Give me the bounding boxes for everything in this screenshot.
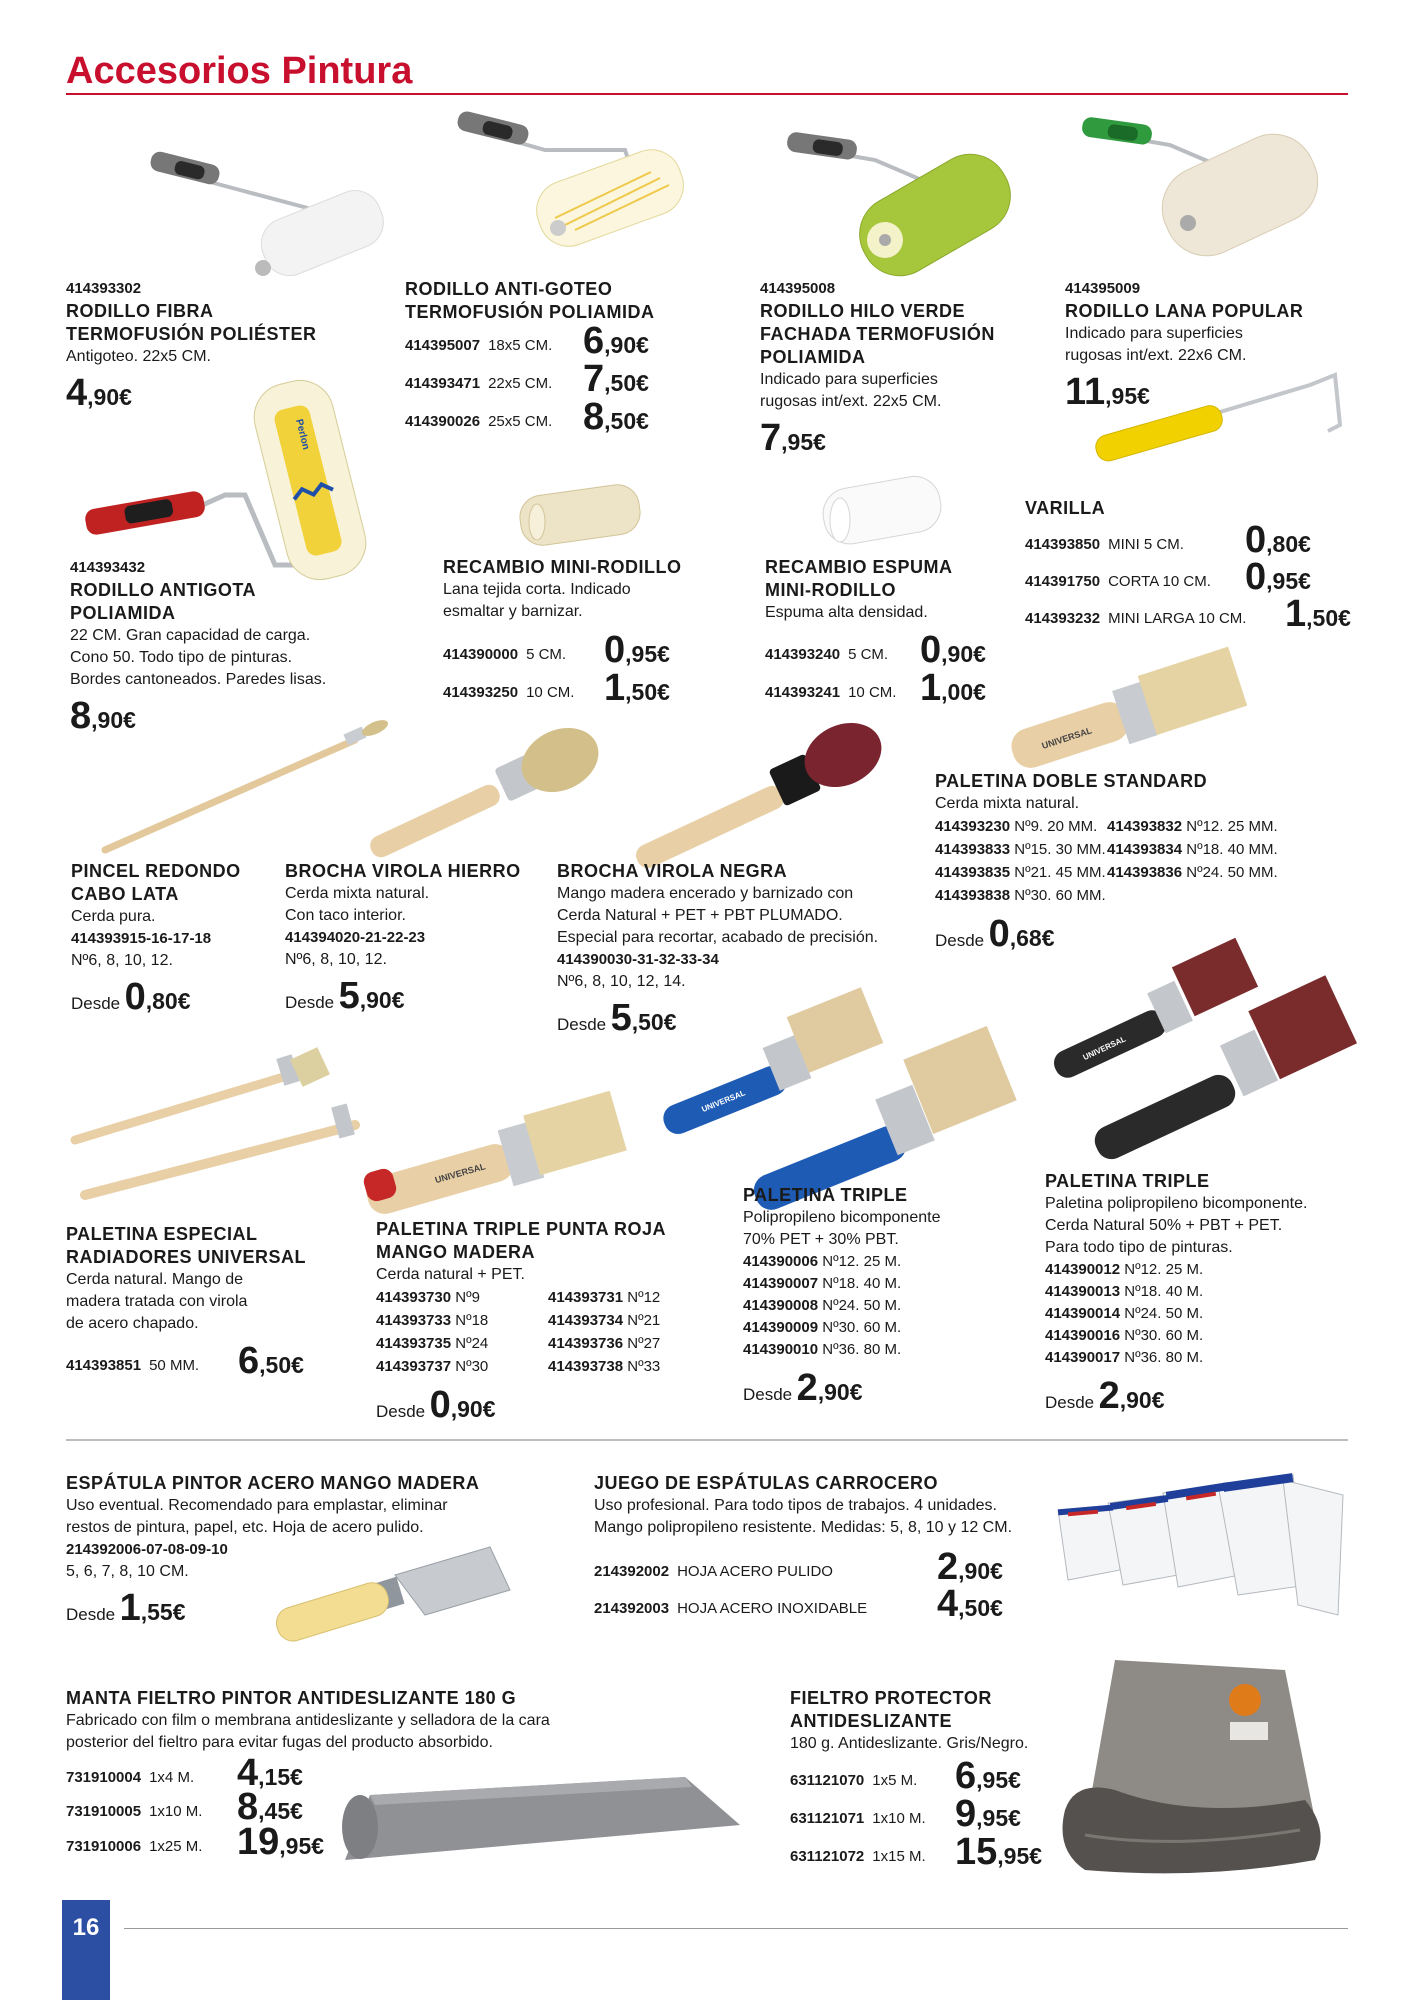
roller-label: Perlon — [293, 418, 312, 451]
product-name: MANGO MADERA — [376, 1242, 535, 1262]
product-name: MINI-RODILLO — [765, 580, 896, 600]
variant-cell: 414393836 Nº24. 50 MM. — [1107, 864, 1278, 881]
variant-cell: 414393737 Nº30 — [376, 1358, 489, 1375]
product-sizes: 5, 6, 7, 8, 10 CM. — [66, 1563, 189, 1580]
product-description: Mango polipropileno resistente. Medidas: 5, 8, 10 y 12 CM. — [594, 1519, 1013, 1536]
product-description: Cono 50. Todo tipo de pinturas. — [70, 649, 293, 666]
product-name: RECAMBIO MINI-RODILLO — [443, 557, 682, 577]
desde-label: Desde — [743, 1385, 793, 1404]
variant-grid — [376, 1286, 666, 1378]
variant-row: 414390007 Nº18. 40 M. — [743, 1275, 902, 1292]
product-code: 414393915-16-17-18 — [71, 930, 212, 947]
product-code: 214392006-07-08-09-10 — [66, 1541, 228, 1558]
variant-cell: 414393733 Nº18 — [376, 1312, 489, 1329]
product-description: Cerda mixta natural. — [285, 885, 430, 902]
desde-label: Desde — [557, 1015, 607, 1034]
variant-row: 414390006 Nº12. 25 M. — [743, 1253, 902, 1270]
product-name: PALETINA TRIPLE PUNTA ROJA — [376, 1219, 667, 1239]
desde-label: Desde — [71, 994, 121, 1013]
variant-price: 9,95€ — [955, 1793, 1021, 1835]
variant-price: 1,00€ — [920, 667, 986, 709]
product-description: 22 CM. Gran capacidad de carga. — [70, 627, 311, 644]
product-sizes: Nº6, 8, 10, 12. — [285, 951, 387, 968]
mini-roller-espuma-image — [818, 470, 948, 550]
variant-row: 414390013 Nº18. 40 M. — [1045, 1283, 1204, 1300]
product-price: 2,90€ — [1098, 1375, 1165, 1417]
desde-label: Desde — [376, 1402, 426, 1421]
variant-cell: 414393736 Nº27 — [548, 1335, 661, 1352]
variant-row: 414391750 CORTA 10 CM. — [1025, 573, 1211, 590]
price-block — [1045, 1377, 1307, 1415]
fieltro-protector-image — [1055, 1660, 1335, 1880]
variant-row: 631121071 1x10 M. — [790, 1810, 926, 1827]
product-rodillo-anti-goteo — [405, 278, 655, 324]
brush-label: UNIVERSAL — [700, 1088, 747, 1115]
product-description: Antigoteo. 22x5 CM. — [66, 348, 211, 365]
product-price: 11,95€ — [1065, 371, 1150, 413]
product-brocha-virola-hierro — [285, 860, 521, 1015]
product-name: MANTA FIELTRO PINTOR ANTIDESLIZANTE 180 G — [66, 1688, 517, 1708]
desde-label: Desde — [935, 931, 985, 950]
product-description: Uso eventual. Recomendado para emplastar, eliminar — [66, 1497, 448, 1514]
product-name: RODILLO ANTI-GOTEO — [405, 279, 613, 299]
product-name: FIELTRO PROTECTOR — [790, 1688, 992, 1708]
product-paletina-triple-azul — [743, 1184, 940, 1407]
product-code: 414394020-21-22-23 — [285, 929, 426, 946]
variant-price: 2,90€ — [937, 1546, 1003, 1588]
variant-price: 15,95€ — [955, 1831, 1043, 1873]
variant-cell: 414393731 Nº12 — [548, 1289, 661, 1306]
variant-cell: 414393838 Nº30. 60 MM. — [935, 887, 1106, 904]
product-name: POLIAMIDA — [760, 347, 866, 367]
variant-row: 414393471 22x5 CM. — [405, 375, 553, 392]
product-description: de acero chapado. — [66, 1315, 199, 1332]
variant-price: 0,95€ — [604, 629, 670, 671]
product-name: VARILLA — [1025, 498, 1106, 518]
variant-price: 1,50€ — [604, 667, 670, 709]
product-description: 180 g. Antideslizante. Gris/Negro. — [790, 1735, 1029, 1752]
product-description: rugosas int/ext. 22x5 CM. — [760, 393, 942, 410]
product-description: Especial para recortar, acabado de precisión. — [557, 929, 879, 946]
variant-row: 414390009 Nº30. 60 M. — [743, 1319, 902, 1336]
section-divider — [66, 1439, 1348, 1441]
variant-grid — [935, 815, 1278, 907]
variant-row: 414390016 Nº30. 60 M. — [1045, 1327, 1204, 1344]
variant-row: 414390014 Nº24. 50 M. — [1045, 1305, 1204, 1322]
product-description: Cerda Natural + PET + PBT PLUMADO. — [557, 907, 843, 924]
product-recambio-espuma — [765, 556, 953, 624]
product-description: Polipropileno bicomponente — [743, 1209, 941, 1226]
variant-row: 214392003 HOJA ACERO INOXIDABLE — [594, 1600, 868, 1617]
variant-price: 1,50€ — [1285, 593, 1351, 635]
product-code: 414395009 — [1065, 280, 1141, 297]
brocha-virola-hierro-image — [360, 725, 600, 855]
product-description: Fabricado con film o membrana antideslizante y selladora de la cara — [66, 1712, 550, 1729]
price-block — [376, 1386, 666, 1424]
variant-row: 414393232 MINI LARGA 10 CM. — [1025, 610, 1247, 627]
variant-row: 414390017 Nº36. 80 M. — [1045, 1349, 1204, 1366]
mini-roller-lana-image — [515, 480, 645, 550]
variant-row: 214392002 HOJA ACERO PULIDO — [594, 1563, 833, 1580]
product-name: BROCHA VIROLA NEGRA — [557, 861, 788, 881]
product-code: 414390030-31-32-33-34 — [557, 951, 719, 968]
roller-fibra-image — [145, 150, 385, 290]
variant-price: 8,50€ — [583, 396, 649, 438]
variant-row: 414393250 10 CM. — [443, 684, 575, 701]
product-price: 2,90€ — [796, 1367, 863, 1409]
product-description: Con taco interior. — [285, 907, 406, 924]
varilla-image — [1090, 365, 1340, 475]
product-description: restos de pintura, papel, etc. Hoja de acero pulido. — [66, 1519, 424, 1536]
product-name: PALETINA DOBLE STANDARD — [935, 771, 1208, 791]
variant-row: 414393241 10 CM. — [765, 684, 897, 701]
product-juego-espatulas — [594, 1472, 1012, 1539]
paletina-triple-azul-image — [660, 985, 1010, 1200]
variant-cell: 414393730 Nº9 — [376, 1289, 480, 1306]
variant-row: 414390026 25x5 CM. — [405, 413, 553, 430]
product-description: Para todo tipo de pinturas. — [1045, 1239, 1233, 1256]
product-price: 8,90€ — [70, 695, 136, 737]
footer-rule — [124, 1928, 1348, 1929]
product-description: Cerda mixta natural. — [935, 795, 1080, 812]
variant-price: 8,45€ — [237, 1786, 303, 1828]
product-description: Indicado para superficies — [1065, 325, 1243, 342]
product-price: 4,90€ — [66, 372, 132, 414]
variant-price: 0,90€ — [920, 629, 986, 671]
variant-row: 414393850 MINI 5 CM. — [1025, 536, 1184, 553]
paletina-punta-roja-image — [365, 1080, 625, 1210]
variant-price: 4,15€ — [237, 1752, 303, 1794]
product-rodillo-hilo-verde — [760, 278, 995, 457]
product-price: 0,80€ — [124, 976, 191, 1018]
variant-price: 19,95€ — [237, 1821, 325, 1863]
product-description: rugosas int/ext. 22x6 CM. — [1065, 347, 1247, 364]
product-name: CABO LATA — [71, 884, 179, 904]
pincel-redondo-image — [100, 720, 390, 860]
paletina-triple-negra-image — [1050, 940, 1350, 1150]
product-paletina-triple-negra — [1045, 1170, 1307, 1415]
variant-row: 414390000 5 CM. — [443, 646, 567, 663]
variant-row: 414390010 Nº36. 80 M. — [743, 1341, 902, 1358]
product-description: Cerda natural. Mango de — [66, 1271, 243, 1288]
variant-row: 414390008 Nº24. 50 M. — [743, 1297, 902, 1314]
product-name: RECAMBIO ESPUMA — [765, 557, 953, 577]
product-paletina-punta-roja — [376, 1218, 666, 1424]
variant-cell: 414393832 Nº12. 25 MM. — [1107, 818, 1278, 835]
desde-label: Desde — [66, 1605, 116, 1624]
roller-lana-popular-image — [1080, 115, 1320, 275]
product-name: RODILLO HILO VERDE — [760, 301, 966, 321]
product-description: 70% PET + 30% PBT. — [743, 1231, 899, 1248]
product-name: JUEGO DE ESPÁTULAS CARROCERO — [594, 1473, 939, 1493]
product-manta-fieltro — [66, 1687, 550, 1754]
product-description: Mango madera encerado y barnizado con — [557, 885, 854, 902]
variant-cell: 414393230 Nº9. 20 MM. — [935, 818, 1098, 835]
product-name: RODILLO LANA POPULAR — [1065, 301, 1304, 321]
desde-label: Desde — [1045, 1393, 1095, 1412]
espatulas-carrocero-image — [1058, 1475, 1348, 1625]
product-code: 414395008 — [760, 280, 836, 297]
product-pincel-redondo — [71, 860, 241, 1016]
manta-fieltro-image — [340, 1765, 740, 1865]
product-name: PALETINA TRIPLE — [743, 1185, 908, 1205]
price-block — [71, 978, 241, 1016]
product-name: POLIAMIDA — [70, 603, 176, 623]
variant-price: 0,95€ — [1245, 556, 1311, 598]
product-description: Cerda natural + PET. — [376, 1266, 525, 1283]
product-description: Espuma alta densidad. — [765, 604, 928, 621]
variant-row: 731910005 1x10 M. — [66, 1803, 203, 1820]
page-number: 16 — [62, 1900, 110, 2000]
product-description: Uso profesional. Para todo tipos de trabajos. 4 unidades. — [594, 1497, 997, 1514]
paletina-doble-image — [1010, 645, 1250, 765]
title-underline — [66, 93, 1348, 95]
price-block — [285, 977, 521, 1015]
variant-cell: 414393738 Nº33 — [548, 1358, 661, 1375]
product-code: 414393302 — [66, 280, 142, 297]
product-name: TERMOFUSIÓN POLIÉSTER — [66, 324, 317, 344]
product-price: 6,50€ — [238, 1340, 304, 1382]
product-name: PALETINA TRIPLE — [1045, 1171, 1210, 1191]
product-recambio-mini-rodillo — [443, 556, 681, 623]
product-sizes: Nº6, 8, 10, 12. — [71, 952, 173, 969]
variant-price: 6,90€ — [583, 320, 649, 362]
product-fieltro-protector — [790, 1687, 1028, 1755]
brush-label: UNIVERSAL — [1081, 1034, 1128, 1063]
product-price: 5,50€ — [610, 997, 677, 1039]
variant-cell: 414393835 Nº21. 45 MM. — [935, 864, 1106, 881]
brush-label: UNIVERSAL — [433, 1161, 487, 1186]
espatula-image — [275, 1535, 515, 1650]
product-description: Cerda Natural 50% + PBT + PET. — [1045, 1217, 1283, 1234]
product-price: 1,55€ — [119, 1587, 186, 1629]
page-title: Accesorios Pintura — [66, 50, 413, 92]
product-rodillo-antigota — [70, 557, 326, 735]
product-paletina-doble-standard — [935, 770, 1278, 953]
variant-price: 0,80€ — [1245, 519, 1311, 561]
variant-row: 731910006 1x25 M. — [66, 1838, 203, 1855]
product-description: Bordes cantoneados. Paredes lisas. — [70, 671, 327, 688]
variant-cell: 414393734 Nº21 — [548, 1312, 661, 1329]
variant-price: 6,95€ — [955, 1755, 1021, 1797]
variant-cell: 414393735 Nº24 — [376, 1335, 489, 1352]
product-price: 7,95€ — [760, 417, 826, 459]
variant-row: 631121070 1x5 M. — [790, 1772, 918, 1789]
product-name: ANTIDESLIZANTE — [790, 1711, 952, 1731]
product-name: RADIADORES UNIVERSAL — [66, 1247, 307, 1267]
paletina-radiadores-image — [70, 1050, 360, 1210]
product-name: TERMOFUSIÓN POLIAMIDA — [405, 302, 655, 322]
variant-row: 414393851 50 MM. — [66, 1357, 200, 1374]
product-name: RODILLO ANTIGOTA — [70, 580, 256, 600]
product-price: 5,90€ — [338, 975, 405, 1017]
product-description: Cerda pura. — [71, 908, 156, 925]
product-name: ESPÁTULA PINTOR ACERO MANGO MADERA — [66, 1473, 480, 1493]
variant-row: 414395007 18x5 CM. — [405, 337, 553, 354]
product-name: RODILLO FIBRA — [66, 301, 214, 321]
variant-row: 631121072 1x15 M. — [790, 1848, 926, 1865]
desde-label: Desde — [285, 993, 335, 1012]
product-price: 0,68€ — [988, 913, 1055, 955]
product-name: FACHADA TERMOFUSIÓN — [760, 324, 995, 344]
product-name: PINCEL REDONDO — [71, 861, 241, 881]
variant-price: 7,50€ — [583, 358, 649, 400]
variant-cell: 414393834 Nº18. 40 MM. — [1107, 841, 1278, 858]
brush-label: UNIVERSAL — [1040, 725, 1094, 751]
variant-row: 414390012 Nº12. 25 M. — [1045, 1261, 1204, 1278]
variant-price: 4,50€ — [937, 1583, 1003, 1625]
product-name: BROCHA VIROLA HIERRO — [285, 861, 521, 881]
price-block — [743, 1369, 940, 1407]
roller-antigoteo-image — [455, 110, 695, 260]
product-description: esmaltar y barnizar. — [443, 603, 583, 620]
roller-hilo-verde-image — [785, 130, 1025, 290]
variant-row: 731910004 1x4 M. — [66, 1769, 195, 1786]
product-code: 414393432 — [70, 559, 146, 576]
variant-cell: 414393833 Nº15. 30 MM. — [935, 841, 1106, 858]
product-description: Paletina polipropileno bicomponente. — [1045, 1195, 1308, 1212]
product-description: posterior del fieltro para evitar fugas del producto absorbido. — [66, 1734, 493, 1751]
product-price: 0,90€ — [429, 1384, 496, 1426]
product-paletina-radiadores — [66, 1223, 306, 1335]
product-name: PALETINA ESPECIAL — [66, 1224, 258, 1244]
variant-row: 414393240 5 CM. — [765, 646, 889, 663]
brocha-virola-negra-image — [625, 720, 885, 860]
product-description: madera tratada con virola — [66, 1293, 248, 1310]
product-sizes: Nº6, 8, 10, 12, 14. — [557, 973, 686, 990]
product-description: Indicado para superficies — [760, 371, 938, 388]
product-description: Lana tejida corta. Indicado — [443, 581, 631, 598]
